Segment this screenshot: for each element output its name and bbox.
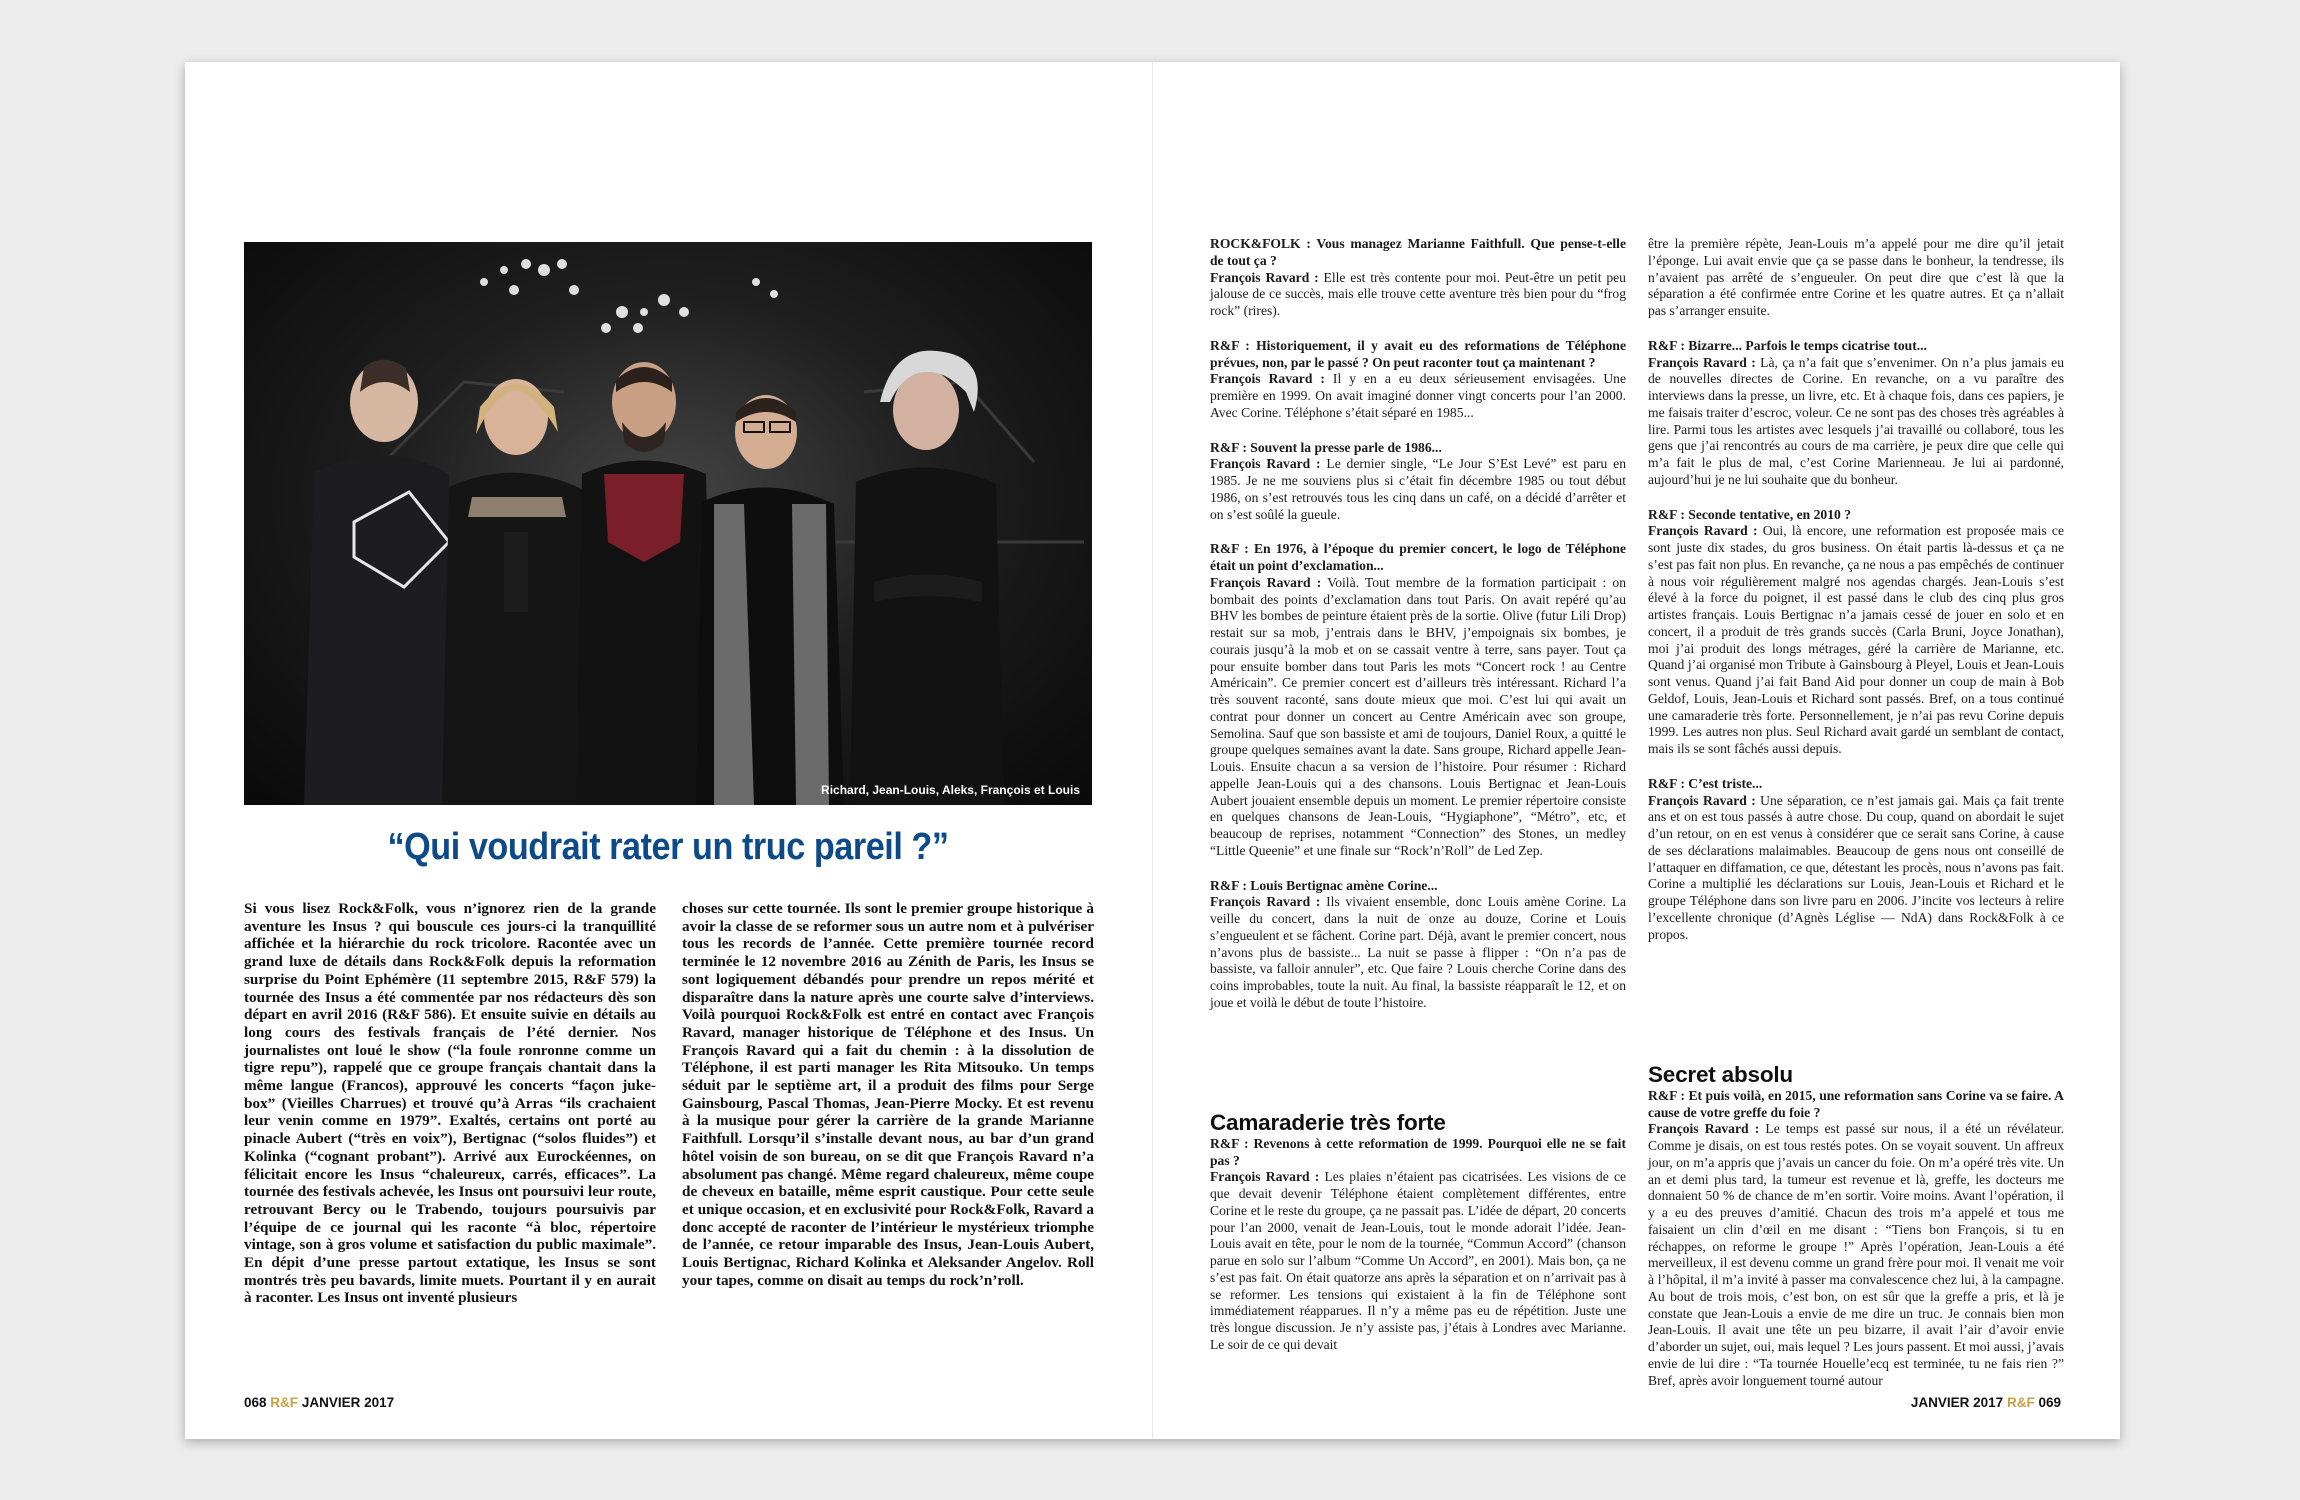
page-gutter — [1152, 62, 1153, 1439]
qa-block — [1648, 236, 2064, 320]
answer-label: François Ravard : — [1648, 354, 1756, 370]
issue-date: JANVIER 2017 — [1910, 1395, 2004, 1410]
section-subhead: Secret absolu — [1648, 1062, 1793, 1087]
photo-caption: Richard, Jean-Louis, Aleks, François et Louis — [821, 783, 1080, 797]
question: R&F : Souvent la presse parle de 1986... — [1210, 439, 1442, 455]
answer-text: être la première répète, Jean-Louis m’a appelé pour me dire qu’il jetait l’éponge. Lui avait envie que ça se passe dans le bonheur, la tendresse, ils n’avaient pas arrêté de s’engueuler. On peut dire que c’est là que la séparation a été confirmée entre Corine et les quatre autres. Et ça n’allait pas s’arranger ensuite. — [1648, 236, 2064, 318]
question: R&F : Bizarre... Parfois le temps cicatrise tout... — [1648, 337, 1927, 353]
qa-block — [1210, 541, 1626, 859]
answer-text: Il y en a eu deux sérieusement envisagées. Une première en 1999. On avait imaginé donner vingt concerts pour l’an 2000. Avec Corine. Téléphone s’était séparé en 1985... — [1210, 371, 1627, 420]
answer-label: François Ravard : — [1648, 1121, 1760, 1137]
section-subhead: Camaraderie très forte — [1210, 1110, 1446, 1135]
answer-label: François Ravard : — [1210, 894, 1321, 910]
interview-column-4-lower — [1648, 1062, 2064, 1388]
answer-text: Le temps est passé sur nous, il a été un révélateur. Comme je disais, on est tous restés potes. On se voyait souvent. Un affreux jour, on m’a appris que j’avais un cancer du foie. On m’a opéré très vite. Un an et demi plus tard, la tumeur est revenue et là, greffe, les docteurs me donnaient 50 % de chance de m’en sortir. Voire moins. Avant l’opération, il y a eu des preuves d’amitié. Chacun des trois m’a appelé et tous me faisaient un clin d’œil en me disant : “Tiens bon François, si tu en réchappes, on reforme le groupe !” Après l’opération, Jean-Louis a été merveilleux, il est devenu comme un grand frère pour moi. Il venait me voir à l’hôpital, il m’a invité à passer ma convalescence chez lui, à la campagne. Au bout de trois mois, c’est bon, on est sûr que la greffe a pris, et là je constate que Jean-Louis a envie de me dire un truc. Je connais bien mon Jean-Louis. Il avait une tête un peu bizarre, il avait l’air d’avoir envie d’aborder un sujet, oui, mais lequel ? Les jours passent. Et moi aussi, j’avais envie de lui dire : “Ta tournée Houelle’ecq est terminée, tu ne fais rien ?” Bref, après avoir longuement tourné autour — [1648, 1121, 2064, 1388]
answer-text: Elle est très contente pour moi. Peut-être un petit peu jalouse de ce succès, mais elle trouve cette aventure très bien pour du “frog rock” (rires). — [1210, 269, 1626, 318]
question: R&F : Revenons à cette reformation de 1999. Pourquoi elle ne se fait pas ? — [1210, 1135, 1626, 1168]
question: R&F : En 1976, à l’époque du premier concert, le logo de Téléphone était un point d’exclamation... — [1210, 541, 1626, 573]
answer-text: Là, ça n’a fait que s’envenimer. On n’a plus jamais eu de nouvelles directes de Corine. En revanche, on a vu paraître des interviews dans la presse, un livre, etc. Et à chaque fois, dans ces papiers, je me faisais traiter d’escroc, voleur. Ce ne sont pas des choses très agréables à lire. Parmi tous les artistes avec lesquels j’ai travaillé ou collaboré, tous les gens que j’ai rencontrés au cours de ma carrière, je peux dire que celle qui m’a fait le plus de mal, c’est Corine Marienneau. Je lui ai pardonné, aujourd’hui je ne lui souhaite que du bonheur. — [1648, 354, 2064, 487]
answer-text: Le dernier single, “Le Jour S’Est Levé” est paru en 1985. Je ne me souviens plus si c’était fin décembre 1985 ou tout début 1986, on s’est retrouvés tous les cinq dans un café, on a décidé d’arrêter et on s’est soûlé la gueule. — [1210, 456, 1626, 522]
interview-column-3-lower — [1210, 1110, 1627, 1355]
qa-block — [1648, 338, 2064, 489]
magazine-spread — [185, 62, 2120, 1439]
question: R&F : Et puis voilà, en 2015, une reformation sans Corine va se faire. A cause de votre greffe du foie ? — [1648, 1087, 2064, 1120]
qa-block — [1210, 1136, 1626, 1354]
answer-label: François Ravard : — [1648, 792, 1756, 808]
qa-block — [1210, 236, 1626, 320]
issue-date: JANVIER 2017 — [301, 1395, 395, 1410]
page-number: 068 — [244, 1395, 267, 1410]
intro-column-1: Si vous lisez Rock&Folk, vous n’ignorez rien de la grande aventure les Insus ? qui bouscule ces jours-ci la tranquillité affichée et la hiérarchie du rock tricolore. Racontée avec un grand luxe de détails dans Rock&Folk depuis la reformation surprise du Point Ephémère (11 septembre 2015, R&F 579) la tournée des Insus a été commentée par nos rédacteurs dès son départ en avril 2016 (R&F 586). Et ensuite suivie en détails au long cours des festivals français de l’été dernier. Nos journalistes ont loué le show (“la foule ronronne comme un tigre repu”), rappelé que ce groupe français chantait dans la même langue (Francos), approuvé les concerts “façon juke-box” (Vieilles Charrues) et trouvé qu’à Arras “ils crachaient leur venin comme en 1979”. Exaltés, certains ont porté au pinacle Aubert (“très en voix”), Bertignac (“solos fluides”) et Kolinka (“cognant probant”). Arrivé aux Eurockéennes, on félicitait encore les Insus “chaleureux, carrés, efficaces”. La tournée des festivals achevée, les Insus ont poursuivi leur route, retrouvant Bercy ou le Trabendo, toujours poursuivis par l’équipe de ce journal qui les raconte “à bloc, répertoire vintage, son à gros volume et satisfaction du public maximale”. En dépit d’une presse partout extatique, les Insus se sont montrés très peu bavards, limite muets. Pourtant il y en aurait à raconter. Les Insus ont inventé plusieurs — [244, 900, 656, 1307]
intro-column-2: choses sur cette tournée. Ils sont le premier groupe historique à avoir la classe de se reformer sous un autre nom et à pulvériser tous les records de l’année. Cette première tournée record terminée le 12 novembre 2016 au Zénith de Paris, les Insus se sont logiquement débandés pour prendre un repos mérité et disparaître dans la nature après une courte salve d’interviews. Voilà pourquoi Rock&Folk est entré en contact avec François Ravard, manager historique de Téléphone et des Insus. Un François Ravard qui a fait du chemin : à la dissolution de Téléphone, il est parti manager les Rita Mitsouko. Un temps séduit par le septième art, il a produit des films pour Serge Gainsbourg, Pascal Thomas, Jean-Pierre Mocky. Et est revenu à la musique pour gérer la carrière de la grande Marianne Faithfull. Lorsqu’il s’installe devant nous, au bar d’un grand hôtel voisin de son bureau, on se dit que François Ravard n’a absolument pas changé. Même regard chaleureux, même coupe de cheveux en bataille, même esprit caustique. Pour cette seule et unique occasion, et en exclusivité pour Rock&Folk, Ravard a donc accepté de raconter de l’intérieur le mystérieux triomphe de l’année, ce retour imparable des Insus, Jean-Louis Aubert, Louis Bertignac, Richard Kolinka et Aleksander Angelov. Roll your tapes, comme on disait au temps du rock’n’roll. — [682, 900, 1094, 1289]
interview-column-3 — [1210, 236, 1626, 1068]
qa-block — [1648, 507, 2064, 758]
interview-column-4 — [1648, 236, 2064, 1066]
qa-block — [1210, 878, 1626, 1012]
magazine-logo: R&F — [270, 1395, 299, 1410]
qa-block — [1210, 338, 1626, 422]
answer-text: Les plaies n’étaient pas cicatrisées. Les visions de ce que devait devenir Téléphone étaient complètement différentes, entre Corine et le reste du groupe, ça ne passait pas. L’idée de départ, 20 concerts pour l’an 2000, venait de Jean-Louis, tout le monde adorait l’idée. Jean-Louis avait en tête, pour le nom de la tournée, “Commun Accord” (chanson parue en solo sur l’album “Comme Un Accord”, en 2001). Mais bon, ça ne s’est pas fait. On était quatorze ans après la séparation et on n’arrivait pas à se reformer. Les tensions qui existaient à la fin de Téléphone sont immédiatement réapparues. Il n’y a même pas eu de répétition. Juste une très longue discussion. Je n’y assiste pas, j’étais à Londres avec Marianne. Le soir de ce qui devait — [1210, 1169, 1627, 1352]
article-headline: “Qui voudrait rater un truc pareil ?” — [387, 826, 949, 868]
question: R&F : Louis Bertignac amène Corine... — [1210, 877, 1438, 893]
answer-label: François Ravard : — [1210, 1169, 1320, 1185]
folio-left — [244, 1395, 394, 1410]
band-photo — [244, 242, 1092, 805]
question: R&F : Historiquement, il y avait eu des reformations de Téléphone prévues, non, par le passé ? On peut raconter tout ça maintenant ? — [1210, 337, 1626, 370]
page-number: 069 — [2038, 1395, 2061, 1410]
question: R&F : C’est triste... — [1648, 775, 1763, 791]
answer-label: François Ravard : — [1210, 269, 1319, 285]
question: R&F : Seconde tentative, en 2010 ? — [1648, 506, 1851, 522]
qa-block — [1648, 776, 2064, 944]
answer-label: François Ravard : — [1648, 523, 1758, 539]
folio-right — [1911, 1395, 2061, 1410]
answer-text: Voilà. Tout membre de la formation participait : on bombait des points d’exclamation dans tout Paris. On avait repéré qu’au BHV les bombes de peinture étaient près de la sortie. Olive (futur Lili Drop) restait sur sa mob, j’entrais dans le BHV, j’empoignais six bombes, je courais jusqu’à la mob et on se cassait ventre à terre, sans payer. Tout ça pour ensuite bomber dans tout Paris les mots “Concert rock ! au Centre Américain”. Ce premier concert est d’ailleurs très intéressant. Richard l’a très souvent raconté, sans doute mieux que moi. C’est lui qui avait un contrat pour donner un concert au Centre Américain avec son groupe, Semolina. Sauf que son bassiste et ami de toujours, Daniel Roux, a quitté le groupe quelques semaines avant la date. Sans groupe, Richard appelle Jean-Louis. Ensuite chacun a sa version de l’histoire. Pour résumer : Richard appelle Jean-Louis qui a des chansons. Louis Bertignac et Jean-Louis Aubert jouaient ensemble depuis un moment. Le premier répertoire consiste en quelques chansons de Jean-Louis, “Hygiaphone”, “Métro”, etc, et beaucoup de reprises, notamment “Connection” des Stones, un medley “Little Queenie” et une finale sur “Rock’n’Roll” de Led Zep. — [1210, 574, 1626, 858]
answer-label: François Ravard : — [1210, 456, 1321, 472]
answer-label: François Ravard : — [1210, 371, 1325, 387]
answer-text: Ils vivaient ensemble, donc Louis amène Corine. La veille du concert, dans la nuit de onze au douze, Corine et Louis s’engueulent et se fâchent. Corine part. Déjà, avant le premier concert, nous n’avons plus de bassiste... La nuit se passe à flipper : “On n’a pas de bassiste, va falloir annuler”, etc. Que faire ? Louis cherche Corine dans des coins improbables, toute la nuit. Au final, la bassiste réapparaît le 12, et on joue et voilà le début de toute l’histoire. — [1210, 894, 1627, 1010]
answer-label: François Ravard : — [1210, 574, 1322, 590]
magazine-logo: R&F — [2006, 1395, 2035, 1410]
question: ROCK&FOLK : Vous managez Marianne Faithfull. Que pense-t-elle de tout ça ? — [1210, 236, 1626, 268]
qa-block — [1648, 1088, 2064, 1390]
qa-block — [1210, 440, 1626, 524]
answer-text: Une séparation, ce n’est jamais gai. Mais ça fait trente ans et on est tous passés à autre chose. Du coup, quand on abordait le sujet d’un retour, on en est venus à considérer que ce serait sans Corine, à cause de ses déclarations malaimables. Beaucoup de gens nous ont conseillé de l’attaquer en diffamation, ce que, détestant les procès, nous n’avons pas fait. Corine a multiplié les déclarations sur Louis, Jean-Louis et Richard et le groupe Téléphone dans son livre paru en 2006. J’incite vos lecteurs à relire l’excellente chronique (d’Agnès Léglise — NdA) dans Rock&Folk à ce propos. — [1648, 792, 2064, 942]
band-photo-illustration — [244, 242, 1092, 805]
answer-text: Oui, là encore, une reformation est proposée mais ce sont juste dix stades, du gros business. On était partis là-dessus et ça ne s’est pas fait non plus. En revanche, ça ne nous a pas empêchés de continuer à nous voir régulièrement malgré nos agendas chargés. Jean-Louis s’est élevé à la force du poignet, il est passé dans le club des cinq plus gros artistes français. Louis Bertignac n’a jamais cessé de jouer en solo et en concert, il a produit de très grands succès (Carla Bruni, Joyce Jonathan), moi j’ai produit des longs métrages, géré la carrière de Marianne, etc. Quand j’ai organisé mon Tribute à Gainsbourg à Pleyel, Louis et Jean-Louis sont venus. Quand j’ai fait Band Aid pour donner un coup de main à Bob Geldof, Louis, Jean-Louis et Richard sont passés. Bref, on a tous continué une camaraderie très forte. Personnellement, je n’ai pas revu Corine depuis 1999. Les autres non plus. Seul Richard avait gardé un semblant de contact, mais ils se sont fâchés aussi depuis. — [1648, 523, 2065, 756]
